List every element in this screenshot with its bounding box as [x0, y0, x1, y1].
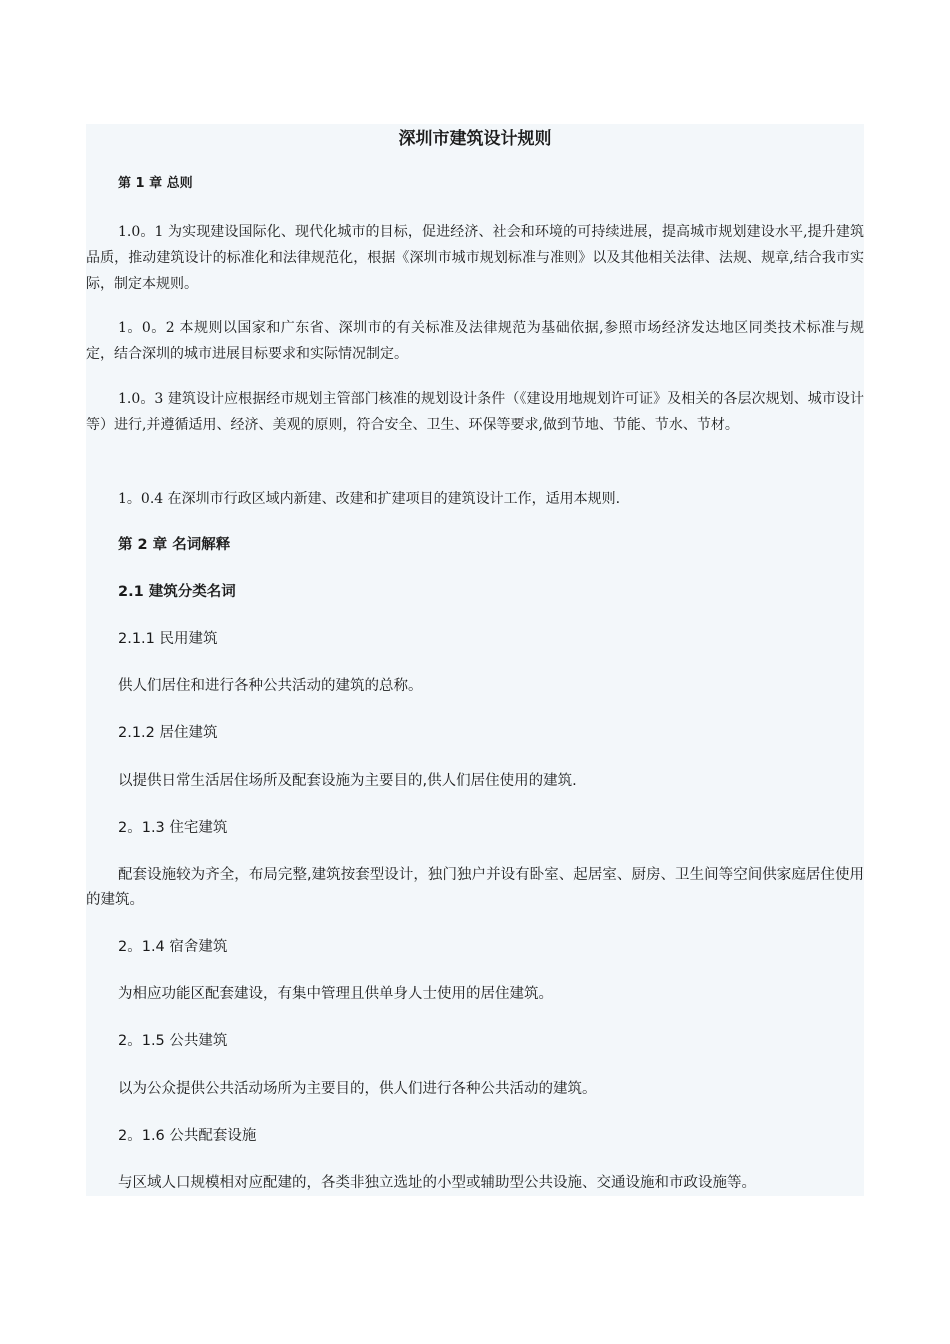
term-2-1-3: 2。1.3 住宅建筑 [118, 820, 228, 836]
definition-2-1-4: 为相应功能区配套建设，有集中管理且供单身人士使用的居住建筑。 [118, 986, 553, 1002]
document-body [86, 124, 864, 1196]
chapter-2-heading: 第 2 章 名词解释 [118, 537, 231, 553]
definition-2-1-6: 与区域人口规模相对应配建的，各类非独立选址的小型或辅助型公共设施、交通设施和市政设施等。 [118, 1175, 756, 1191]
paragraph-1-0-3: 1.0。3 建筑设计应根据经市规划主管部门核准的规划设计条件（《建设用地规划许可证》及相关的各层次规划、城市设计等）进行,并遵循适用、经济、美观的原则，符合安全、卫生、环保等要求,做到节地、节能、节水、节材。 [86, 391, 864, 433]
term-2-1-6: 2。1.6 公共配套设施 [118, 1128, 257, 1144]
term-2-1-1: 2.1.1 民用建筑 [118, 631, 218, 647]
definition-2-1-1: 供人们居住和进行各种公共活动的建筑的总称。 [118, 678, 423, 694]
chapter-1-heading: 第 1 章 总则 [118, 176, 193, 191]
term-2-1-4: 2。1.4 宿舍建筑 [118, 939, 228, 955]
definition-2-1-5: 以为公众提供公共活动场所为主要目的，供人们进行各种公共活动的建筑。 [118, 1081, 597, 1097]
definition-2-1-2: 以提供日常生活居住场所及配套设施为主要目的,供人们居住使用的建筑. [118, 773, 577, 789]
term-2-1-2: 2.1.2 居住建筑 [118, 725, 218, 741]
document-title: 深圳市建筑设计规则 [398, 129, 552, 149]
definition-2-1-3: 配套设施较为齐全，布局完整,建筑按套型设计，独门独户并设有卧室、起居室、厨房、卫生间等空间供家庭居住使用的建筑。 [86, 867, 864, 908]
paragraph-1-0-4: 1。0.4 在深圳市行政区域内新建、改建和扩建项目的建筑设计工作，适用本规则. [118, 491, 621, 507]
paragraph-1-0-2: 1。0。2 本规则以国家和广东省、深圳市的有关标准及法律规范为基础依据,参照市场经济发达地区同类技术标准与规定，结合深圳的城市进展目标要求和实际情况制定。 [86, 320, 864, 362]
section-2-1-heading: 2.1 建筑分类名词 [118, 584, 236, 600]
term-2-1-5: 2。1.5 公共建筑 [118, 1033, 228, 1049]
paragraph-1-0-1: 1.0。1 为实现建设国际化、现代化城市的目标，促进经济、社会和环境的可持续进展，提高城市规划建设水平,提升建筑品质，推动建筑设计的标准化和法律规范化，根据《深圳市城市规划标准与准则》以及其他相关法律、法规、规章,结合我市实际，制定本规则。 [86, 224, 864, 292]
